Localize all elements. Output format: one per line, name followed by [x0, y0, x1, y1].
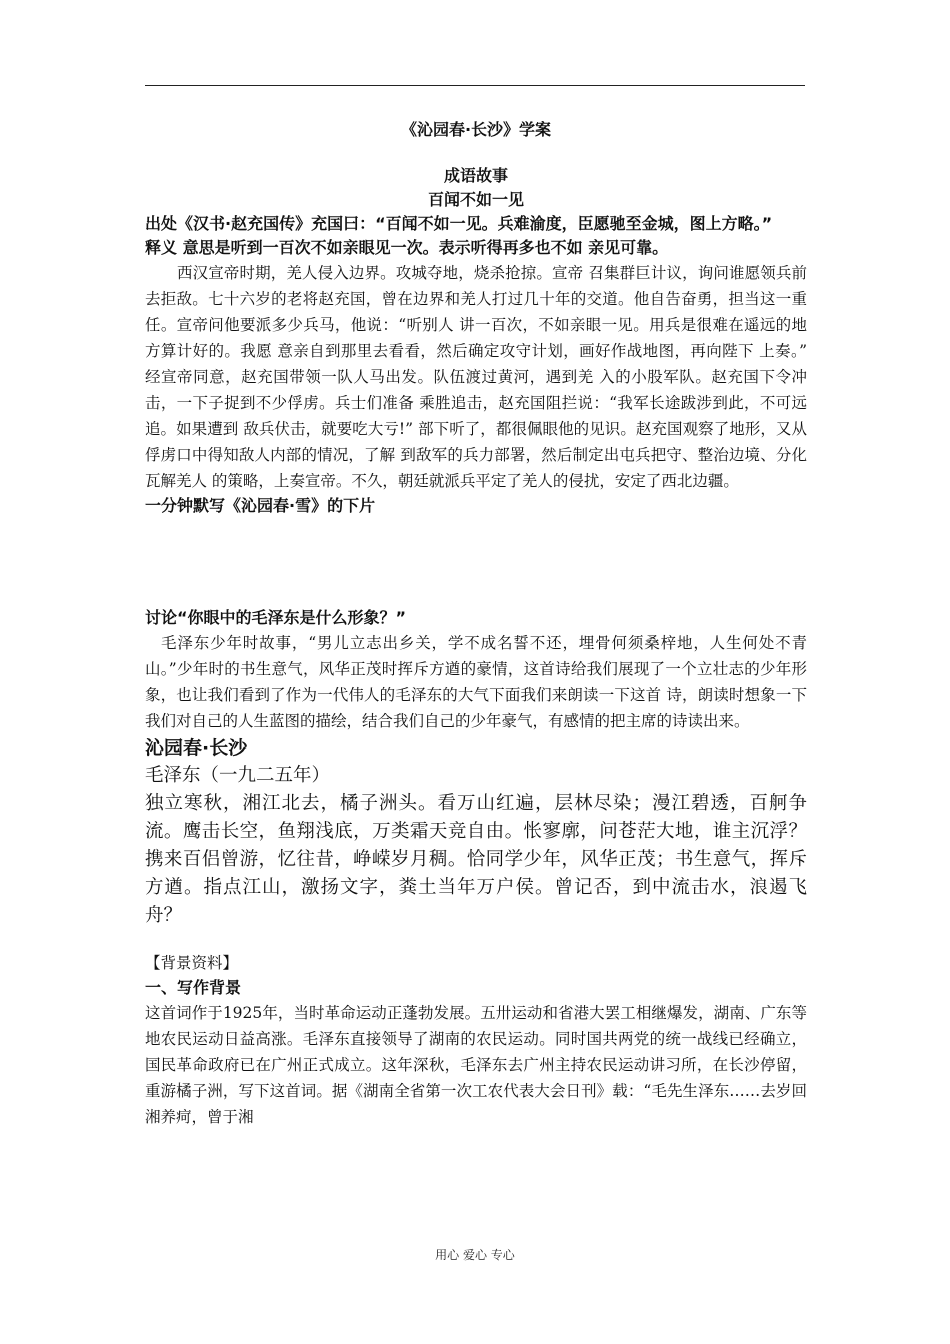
poem-body: 独立寒秋，湘江北去，橘子洲头。看万山红遍，层林尽染；漫江碧透，百舸争流。鹰击长空，鱼翔浅底，万类霜天竞自由。怅寥廓，问苍茫大地，谁主沉浮？ 携来百侣曾游，忆往昔，峥嵘岁月稠。恰同学少年，风华正茂；书生意气，挥斥方遒。指点江山，激扬文字，粪土当年万户侯。曾记否，到中流击水，浪遏飞舟？ — [145, 793, 845, 926]
background-label: 【背景资料】 — [145, 954, 239, 972]
idiom-source: 出处《汉书·赵充国传》充国曰：“百闻不如一见。兵难渝度，臣愿驰至金城，图上方略。” — [145, 214, 773, 233]
writing-background-heading: 一、写作背景 — [145, 978, 242, 997]
header-rule — [145, 85, 805, 86]
writing-background-paragraph: 这首词作于1925年，当时革命运动正蓬勃发展。五卅运动和省港大罢工相继爆发，湖南、广东等地农民运动日益高涨。毛泽东直接领导了湖南的农民运动。同时国共两党的统一战线已经确立，国民革命政府已在广州正式成立。这年深秋，毛泽东去广州主持农民运动讲习所，在长沙停留，重游橘子洲，写下这首词。据《湖南全省第一次工农代表大会日刊》载：“毛先生泽东……去岁回湘养疴，曾于湘 — [145, 1004, 807, 1126]
document-body — [145, 118, 845, 1130]
discussion-title: 讨论“你眼中的毛泽东是什么形象？” — [145, 608, 407, 627]
poem-title: 沁园春·长沙 — [145, 737, 248, 759]
poem-author: 毛泽东（一九二五年） — [145, 765, 331, 786]
idiom-story-paragraph: 西汉宣帝时期，羌人侵入边界。攻城夺地，烧杀抢掠。宣帝 召集群巨计议，询问谁愿领兵前去拒敌。七十六岁的老将赵充国，曾在边界和羌人打过几十年的交道。他自告奋勇，担当这一重任。宣帝问他要派多少兵马，他说：“听别人 讲一百次，不如亲眼一见。用兵是很难在遥远的地方算计好的。我愿 意亲自到那里去看看，然后确定攻守计划，画好作战地图，再向陛下 上奏。” 经宣帝同意，赵充国带领一队人马出发。队伍渡过黄河，遇到羌 入的小股军队。赵充国下令冲击，一下子捉到不少俘虏。兵士们准备 乘胜追击，赵充国阻拦说：“我军长途跋涉到此，不可远追。如果遭到 敌兵伏击，就要吃大亏!” 部下听了，都很佩眼他的见识。赵充国观察了地形，又从俘虏口中得知敌人内部的情况，了解 到敌军的兵力部署，然后制定出屯兵把守、整治边境、分化瓦解羌人 的策略，上奏宣帝。不久，朝廷就派兵平定了羌人的侵扰，安定了西北边疆。 — [145, 264, 807, 490]
idiom-name: 百闻不如一见 — [427, 190, 524, 209]
discussion-paragraph: 毛泽东少年时故事，“男儿立志出乡关，学不成名誓不还，埋骨何须桑梓地，人生何处不青山。”少年时的书生意气，风华正茂时挥斥方遒的豪情，这首诗给我们展现了一个立壮志的少年形象，也让我们看到了作为一代伟人的毛泽东的大气下面我们来朗读一下这首 诗，朗读时想象一下我们对自己的人生蓝图的描绘，结合我们自己的少年豪气，有感情的把主席的诗读出来。 — [145, 634, 807, 730]
idiom-section-heading: 成语故事 — [443, 166, 508, 185]
page-footer: 用心 爱心 专心 — [435, 1248, 515, 1262]
document-title: 《沁园春·长沙》学案 — [400, 120, 552, 139]
dictation-task: 一分钟默写《沁园春·雪》的下片 — [145, 496, 376, 515]
idiom-meaning: 释义 意思是听到一百次不如亲眼见一次。表示听得再多也不如 亲见可靠。 — [145, 238, 669, 257]
section-gap — [145, 930, 807, 950]
dictation-blank-space — [145, 518, 807, 606]
